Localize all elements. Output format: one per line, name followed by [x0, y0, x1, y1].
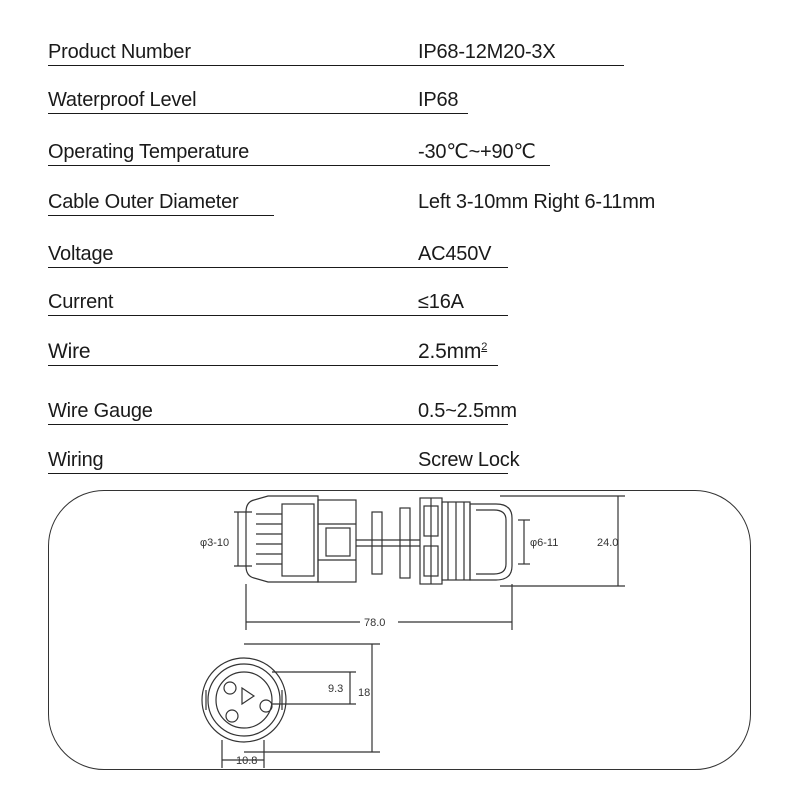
connector-face-view: [202, 644, 380, 768]
connector-side-view: [234, 496, 625, 630]
dim-right-diameter: φ6-11: [530, 537, 559, 549]
spec-label: Waterproof Level: [48, 89, 197, 111]
spec-value: 0.5~2.5mm: [418, 400, 517, 422]
spec-label: Wire Gauge: [48, 400, 153, 422]
spec-label: Current: [48, 291, 114, 313]
spec-label: Product Number: [48, 41, 191, 63]
dim-length: 78.0: [364, 617, 386, 629]
spec-value: IP68-12M20-3X: [418, 41, 556, 63]
spec-value: -30℃~+90℃: [418, 141, 536, 163]
dim-left-diameter: φ3-10: [200, 537, 230, 549]
dim-face-outer: 18: [358, 687, 371, 699]
spec-value: AC450V: [418, 243, 492, 265]
superscript: 2: [481, 341, 488, 353]
spec-label: Wiring: [48, 449, 104, 471]
spec-value: Left 3-10mm Right 6-11mm: [418, 191, 656, 213]
spec-value: ≤16A: [418, 291, 464, 313]
spec-label: Wire: [48, 340, 91, 363]
spec-value-text: 2.5mm: [418, 340, 482, 363]
spec-value: IP68: [418, 89, 459, 111]
spec-label: Cable Outer Diameter: [48, 191, 239, 213]
spec-label: Voltage: [48, 243, 114, 265]
spec-label: Operating Temperature: [48, 141, 250, 163]
spec-value: Screw Lock: [418, 449, 520, 471]
dim-face-inner: 9.3: [328, 683, 344, 695]
dim-height: 24.0: [597, 537, 619, 549]
dim-face-width: 10.8: [236, 755, 258, 767]
